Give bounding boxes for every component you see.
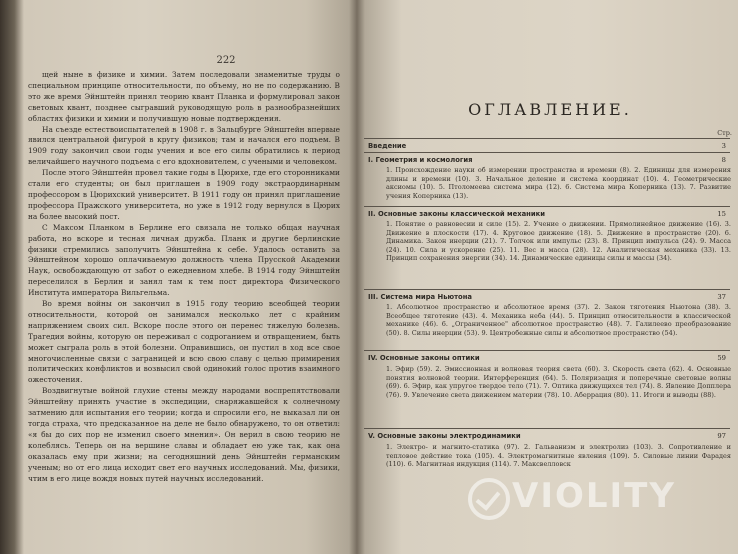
section-page: 59 xyxy=(717,354,726,362)
toc-section-1 xyxy=(368,156,726,164)
section-page: 3 xyxy=(721,142,726,150)
toc-subitems-1 xyxy=(386,166,731,200)
toc-subitems-3 xyxy=(386,303,731,337)
section-page: 8 xyxy=(721,156,726,164)
watermark-text: VIOLITY xyxy=(512,476,676,516)
paragraph: Воздвигнутые войной глухие стены между народами воспрепятствовали Эйнштейну принять участие в экспедиции, снаряжавшейся к солнечному затмению для испытания его теории; когда и спросили его, не выказал ли он тогда страха, что предсказанное на деле не было обнаружено, то он ответил: «я бы до сих пор не изменил своего мнения». Он верил в свою теорию не колеблясь. Теперь он на вершине славы и обладает ею уже так, как она оказалась ему при жизни; на сегодняшний день Эйнштейн германским ученым; но от его лица исходит свет его научных исследований. Мы, физики, чтим в его лице вождя новых путей научных исследований. xyxy=(28,386,340,483)
toc-subitems-2 xyxy=(386,220,731,263)
section-page: 37 xyxy=(717,293,726,301)
subitems-text: 1. Происхождение науки об измерении пространства и времени (8). 2. Единицы для измерения длины и времени (10). 3. Начальное деление и система координат (10). 4. Геометрические аксиомы (10). 5. Птоломеева система мира (12). 6. Система мира Коперника (13). 7. Развитие учения Коперника (13). xyxy=(386,166,731,200)
paragraph: Во время войны он закончил в 1915 году теорию всеобщей теории относительности, которой он занимался несколько лет с крайним напряжением своих сил. Вскоре после этого он перенес тяжелую болезнь. Трагедия войны, которую он переживал с содроганием и отвращением, быть может сыграла роль в этой болезни. Оправившись, он пустил в ход все свое многочисленные связи с заграницей и всю свою славу с целью примирения политических конфликтов и возвысил свой одинокий голос против взаимного ожесточения. xyxy=(28,299,340,385)
left-page-number: 222 xyxy=(216,55,236,66)
toc-section-5 xyxy=(368,432,726,440)
toc-title: ОГЛАВЛЕНИЕ. xyxy=(468,100,632,119)
section-title: V. Основные законы электродинамики xyxy=(368,432,521,440)
divider xyxy=(364,206,730,207)
book-gutter xyxy=(349,0,365,554)
divider xyxy=(364,289,730,290)
section-title: III. Система мира Ньютона xyxy=(368,293,472,301)
check-circle-icon xyxy=(468,478,510,520)
section-title: Введение xyxy=(368,142,407,150)
toc-section-intro xyxy=(368,142,726,150)
toc-section-2 xyxy=(368,210,726,218)
toc-subitems-5 xyxy=(386,443,731,469)
left-shadow xyxy=(0,0,24,554)
section-title: IV. Основные законы оптики xyxy=(368,354,480,362)
divider xyxy=(364,152,730,153)
divider xyxy=(364,428,730,429)
toc-section-3 xyxy=(368,293,726,301)
toc-subitems-4 xyxy=(386,365,731,399)
section-page: 97 xyxy=(717,432,726,440)
section-page: 15 xyxy=(717,210,726,218)
pages-column-header: Стр. xyxy=(717,129,732,137)
divider xyxy=(364,350,730,351)
left-page-text xyxy=(28,70,340,484)
divider xyxy=(364,138,730,139)
subitems-text: 1. Абсолютное пространство и абсолютное время (37). 2. Закон тяготения Ньютона (38). 3. Всеобщее тяготение (43). 4. Механика неба (44). 5. Принцип относительности в классической механике (46). 6. „Ограниченное" абсолютное пространство (48). 7. Галилеево преобразование (50). 8. Силы инерции (53). 9. Центробежные силы и абсолютное пространство (54). xyxy=(386,303,731,337)
subitems-text: 1. Электро- и магнито-статика (97). 2. Гальванизм и электролиз (103). 3. Сопротивление и тепловое действие тока (105). 4. Электромагнитные явления (109). 5. Силовые линии Фарадея (110). 6. Магнитная индукция (114). 7. Максвелловск xyxy=(386,443,731,469)
paragraph: С Максом Планком в Берлине его связала не только общая научная работа, но вскоре и тесная личная дружба. Планк и другие берлинские физики стремились заполучить Эйнштейна к себе. Удалось оставить за Эйнштейном хорошо оплачиваемую должность члена Прусской Академии Наук, освобождающую от забот о ежедневном хлебе. В 1914 году Эйнштейн переселился в Берлин и занял там к тем пост директора Физического Института императора Вильгельма. xyxy=(28,222,340,298)
section-title: II. Основные законы классической механики xyxy=(368,210,546,218)
toc-section-4 xyxy=(368,354,726,362)
paragraph: После этого Эйнштейн провел такие годы в Цюрихе, где его сторонниками стали его студенты; он был приглашен в 1909 году экстраординарным профессором в Цюрихский университет. В 1911 году он принял приглашение профессора Пражского университета, но уже в 1912 году вернулся в Цюрих на более высокий пост. xyxy=(28,168,340,221)
subitems-text: 1. Эфир (59). 2. Эмиссионная и волновая теория света (60). 3. Скорость света (62). 4. Основные понятия волновой теории. Интерференция (64). 5. Поляризация и поперечные световые волны (69). 6. Эфир, как упругое твердое тело (71). 7. Оптика движущихся тел (74). 8. Явление Допплера (76). 9. Увлечение света движением материи (78). 10. Аберрация (80). 11. Итоги и выводы (88). xyxy=(386,365,731,399)
section-title: I. Геометрия и космология xyxy=(368,156,473,164)
paragraph: щей ныне в физике и химии. Затем последовали знаменитые труды о специальном принципе относительности, по объему, но не по содержанию. В это же время Эйнштейн принял теорию квант Планка и формулировал закон световых квант, позднее сыгравший руководящую роль в разнообразнейших областях физики и химии и получившую новые подтверждения. xyxy=(28,70,340,123)
subitems-text: 1. Понятие о равновесии и силе (15). 2. Учение о движении. Прямолинейное движение (16). 3. Движение в плоскости (17). 4. Круговое движение (18). 5. Движение в пространстве (20). 6. Динамика. Закон инерции (21). 7. Толчок или импульс (23). 8. Принцип импульса (24). 9. Масса (24). 10. Сила и ускорение (25). 11. Вес и масса (28). 12. Аналитическая механика (33). 13. Принцип сохранения энергии (34). 14. Динамические единицы силы и массы (34). xyxy=(386,220,731,263)
right-page xyxy=(356,0,738,554)
paragraph: На съезде естествоиспытателей в 1908 г. в Зальцбурге Эйнштейн впервые явился центральной фигурой в кругу физиков; там и начался его подъем. В 1909 году закончил свои годы учения и все его силы обратились к период величайшего научного подъема с его вдохновителем, с учеными и человеком. xyxy=(28,124,340,167)
